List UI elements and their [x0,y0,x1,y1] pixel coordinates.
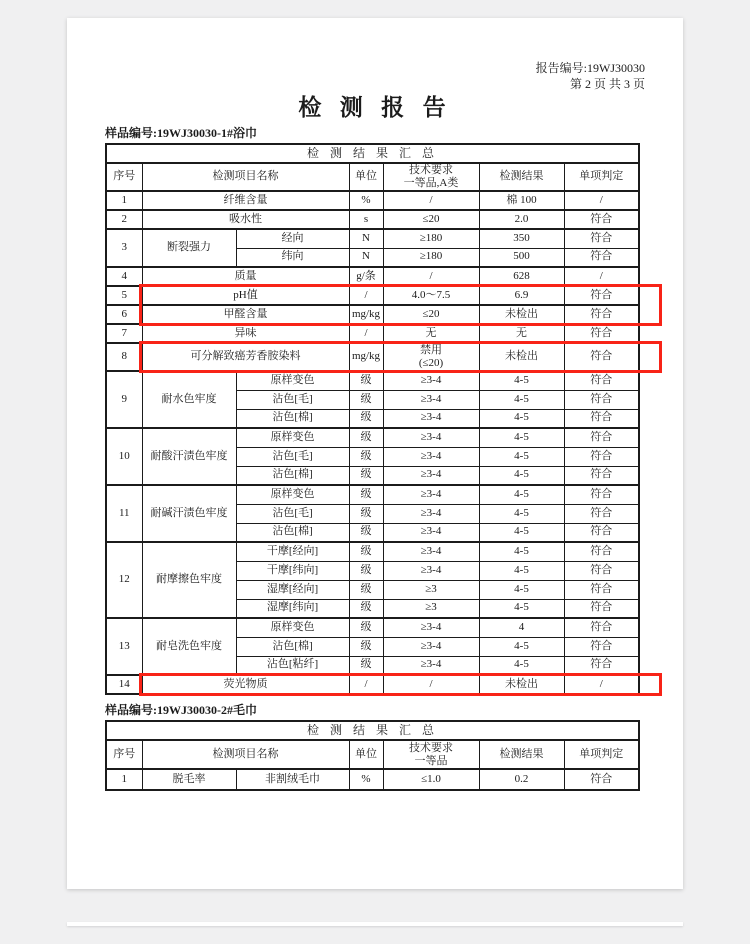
item-cell: 耐碱汗渍色牢度 [142,485,236,542]
req-cell: ≥3-4 [383,561,479,580]
req-line2: (≤20) [418,357,444,369]
unit-cell: mg/kg [349,305,383,324]
seq-cell: 6 [106,305,142,324]
sample2-label: 样品编号:19WJ30030-2#毛巾 [105,703,257,717]
req-cell: ≥3-4 [383,485,479,504]
table-row [106,210,639,229]
req-cell: / [383,191,479,210]
page-number: 第 2 页 共 3 页 [569,77,645,91]
table-row [106,428,639,447]
col-header-req-line2: 一等品 [414,754,448,767]
verdict-cell: 符合 [564,286,639,305]
verdict-cell: 符合 [564,656,639,675]
item-cell: 耐皂洗色牢度 [142,618,236,675]
col-header-verdict: 单项判定 [564,740,639,769]
result-cell: 4-5 [479,523,564,542]
sub-item-cell: 原样变色 [236,428,349,447]
seq-cell: 4 [106,267,142,286]
req-cell: ≥3-4 [383,504,479,523]
item-cell: 纤维含量 [142,191,349,210]
unit-cell: 级 [349,466,383,485]
sub-item-cell: 沾色[毛] [236,504,349,523]
sub-item-cell: 沾色[毛] [236,447,349,466]
result-cell: 4-5 [479,561,564,580]
col-header-unit: 单位 [349,740,383,769]
item-cell: 耐水色牢度 [142,371,236,428]
seq-cell: 7 [106,324,142,343]
seq-cell: 12 [106,542,142,618]
sub-item-cell: 干摩[纬向] [236,561,349,580]
item-cell: 可分解致癌芳香胺染料 [142,343,349,371]
result-cell: 4-5 [479,504,564,523]
unit-cell: 级 [349,637,383,656]
table-row [106,542,639,561]
item-cell: 异味 [142,324,349,343]
sub-item-cell: 沾色[棉] [236,523,349,542]
table-row [106,324,639,343]
sub-item-cell: 干摩[经向] [236,542,349,561]
col-header-req-line1: 技术要求 [409,164,453,176]
seq-cell: 11 [106,485,142,542]
sub-item-cell: 纬向 [236,248,349,267]
unit-cell: / [349,675,383,694]
verdict-cell: 符合 [564,343,639,371]
req-cell: ≥180 [383,229,479,248]
req-cell: 4.0～7.5 [383,286,479,305]
result-cell: 无 [479,324,564,343]
seq-cell: 1 [106,191,142,210]
req-cell: ≥3 [383,580,479,599]
col-header-req [383,740,479,769]
unit-cell: 级 [349,542,383,561]
result-cell: 棉 100 [479,191,564,210]
unit-cell: % [349,191,383,210]
seq-cell: 1 [106,769,142,790]
col-header-no: 序号 [106,163,142,191]
result-cell: 未检出 [479,305,564,324]
item-cell: 断裂强力 [142,229,236,267]
unit-cell: 级 [349,504,383,523]
verdict-cell: 符合 [564,390,639,409]
col-header-item: 检测项目名称 [142,740,349,769]
result-cell: 4-5 [479,390,564,409]
document-page [67,18,683,889]
unit-cell: 级 [349,561,383,580]
result-cell: 4-5 [479,466,564,485]
seq-cell: 3 [106,229,142,267]
verdict-cell: 符合 [564,371,639,390]
table-caption: 检 测 结 果 汇 总 [106,721,639,740]
item-cell: 耐酸汗渍色牢度 [142,428,236,485]
verdict-cell: 符合 [564,618,639,637]
seq-cell: 5 [106,286,142,305]
unit-cell: 级 [349,447,383,466]
col-header-verdict: 单项判定 [564,163,639,191]
col-header-unit: 单位 [349,163,383,191]
table-header-row [106,163,639,191]
unit-cell: / [349,324,383,343]
result-cell: 500 [479,248,564,267]
verdict-cell: 符合 [564,210,639,229]
verdict-cell: 符合 [564,229,639,248]
result-cell: 0.2 [479,769,564,790]
req-cell: ≥3-4 [383,637,479,656]
seq-cell: 9 [106,371,142,428]
table-caption-row [106,721,639,740]
result-cell: 4-5 [479,371,564,390]
col-header-result: 检测结果 [479,740,564,769]
unit-cell: % [349,769,383,790]
col-header-req [383,163,479,191]
sub-item-cell: 沾色[粘纤] [236,656,349,675]
sub-item-cell: 原样变色 [236,485,349,504]
result-cell: 628 [479,267,564,286]
verdict-cell: 符合 [564,580,639,599]
verdict-cell: 符合 [564,409,639,428]
item-cell: 耐摩擦色牢度 [142,542,236,618]
table-row [106,343,639,371]
item-cell: 吸水性 [142,210,349,229]
item-cell: 脱毛率 [142,769,236,790]
req-cell: ≥3-4 [383,618,479,637]
sub-item-cell: 沾色[棉] [236,409,349,428]
seq-cell: 10 [106,428,142,485]
result-cell: 4-5 [479,656,564,675]
req-cell: ≥3-4 [383,466,479,485]
result-cell: 4-5 [479,580,564,599]
unit-cell: 级 [349,656,383,675]
result-cell: 4-5 [479,485,564,504]
col-header-item: 检测项目名称 [142,163,349,191]
req-cell: 无 [383,324,479,343]
verdict-cell: 符合 [564,523,639,542]
col-header-req-line2: 一等品,A类 [403,177,459,189]
verdict-cell: 符合 [564,542,639,561]
verdict-cell: / [564,267,639,286]
req-cell: ≥3-4 [383,428,479,447]
verdict-cell: 符合 [564,637,639,656]
table-header-row [106,740,639,769]
req-cell: ≥3-4 [383,542,479,561]
seq-cell: 2 [106,210,142,229]
unit-cell: s [349,210,383,229]
item-cell: 质量 [142,267,349,286]
req-cell: / [383,267,479,286]
sub-item-cell: 原样变色 [236,618,349,637]
unit-cell: N [349,248,383,267]
sub-item-cell: 沾色[毛] [236,390,349,409]
verdict-cell: 符合 [564,428,639,447]
result-cell: 4-5 [479,542,564,561]
verdict-cell: 符合 [564,561,639,580]
verdict-cell: 符合 [564,305,639,324]
unit-cell: 级 [349,428,383,447]
verdict-cell: 符合 [564,599,639,618]
result-cell: 4-5 [479,637,564,656]
sample1-label: 样品编号:19WJ30030-1#浴巾 [105,126,257,140]
req-line1: 禁用 [420,344,442,356]
table-row [106,618,639,637]
item-cell: 荧光物质 [142,675,349,694]
table-row [106,229,639,248]
unit-cell: 级 [349,485,383,504]
col-header-req-line1: 技术要求 [409,741,453,754]
result-cell: 4-5 [479,447,564,466]
table-row [106,191,639,210]
unit-cell: 级 [349,390,383,409]
verdict-cell: 符合 [564,324,639,343]
seq-cell: 14 [106,675,142,694]
report-number: 报告编号:19WJ30030 [535,61,645,75]
req-cell: ≤1.0 [383,769,479,790]
req-cell: ≤20 [383,305,479,324]
sub-item-cell: 湿摩[经向] [236,580,349,599]
sub-item-cell: 原样变色 [236,371,349,390]
sub-item-cell: 湿摩[纬向] [236,599,349,618]
req-cell: / [383,675,479,694]
verdict-cell: / [564,191,639,210]
table-row [106,769,639,790]
result-cell: 未检出 [479,675,564,694]
unit-cell: 级 [349,409,383,428]
table-row [106,371,639,390]
verdict-cell: 符合 [564,447,639,466]
unit-cell: mg/kg [349,343,383,371]
result-cell: 6.9 [479,286,564,305]
req-cell: ≥180 [383,248,479,267]
req-cell: ≥3-4 [383,390,479,409]
result-cell: 350 [479,229,564,248]
req-cell: ≥3-4 [383,656,479,675]
result-cell: 4-5 [479,428,564,447]
req-cell: ≥3-4 [383,447,479,466]
result-cell: 4-5 [479,599,564,618]
verdict-cell: 符合 [564,504,639,523]
req-cell: ≥3-4 [383,371,479,390]
item-cell: 甲醛含量 [142,305,349,324]
table-caption-row [106,144,639,163]
unit-cell: 级 [349,523,383,542]
table-row [106,286,639,305]
req-cell [383,343,479,371]
table-row [106,267,639,286]
next-page-top-edge [67,922,683,926]
col-header-result: 检测结果 [479,163,564,191]
unit-cell: N [349,229,383,248]
page-title: 检 测 报 告 [298,94,452,120]
req-cell: ≥3-4 [383,523,479,542]
req-cell: ≥3-4 [383,409,479,428]
results-table-1 [105,143,640,695]
sub-item-cell: 经向 [236,229,349,248]
unit-cell: 级 [349,580,383,599]
report-meta [67,18,683,92]
table-caption: 检 测 结 果 汇 总 [106,144,639,163]
results-table-2 [105,720,640,791]
sub-item-cell: 非割绒毛巾 [236,769,349,790]
table-row [106,675,639,694]
unit-cell: 级 [349,371,383,390]
seq-cell: 13 [106,618,142,675]
unit-cell: 级 [349,599,383,618]
col-header-no: 序号 [106,740,142,769]
verdict-cell: 符合 [564,466,639,485]
verdict-cell: 符合 [564,485,639,504]
req-cell: ≥3 [383,599,479,618]
result-cell: 未检出 [479,343,564,371]
sub-item-cell: 沾色[棉] [236,637,349,656]
unit-cell: / [349,286,383,305]
req-cell: ≤20 [383,210,479,229]
unit-cell: g/条 [349,267,383,286]
result-cell: 4-5 [479,409,564,428]
item-cell: pH值 [142,286,349,305]
result-cell: 4 [479,618,564,637]
verdict-cell: 符合 [564,769,639,790]
unit-cell: 级 [349,618,383,637]
verdict-cell: / [564,675,639,694]
result-cell: 2.0 [479,210,564,229]
table-row [106,485,639,504]
sub-item-cell: 沾色[棉] [236,466,349,485]
seq-cell: 8 [106,343,142,371]
table-row [106,305,639,324]
verdict-cell: 符合 [564,248,639,267]
